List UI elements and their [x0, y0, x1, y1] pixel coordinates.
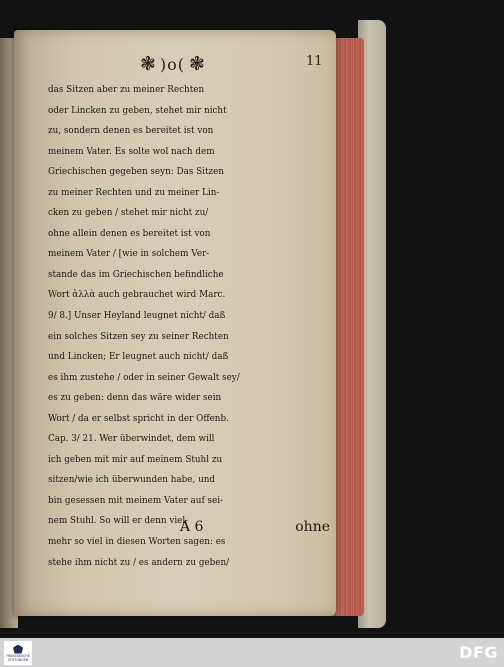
text-line: und Lincken; Er leugnet auch nicht/ daß: [48, 352, 229, 363]
text-line: zu, sondern denen es bereitet ist von: [48, 126, 214, 137]
text-line: ein solches Sitzen sey zu seiner Rechten: [48, 331, 229, 342]
headpiece-ornament: [140, 52, 205, 76]
text-line: meinem Vater / [wie in solchem Ver-: [48, 249, 210, 260]
text-line: Wort / da er selbst spricht in der Offenb.: [48, 413, 229, 424]
text-line: ohne allein denen es bereitet ist von: [48, 228, 211, 239]
text-line: sitzen/wie ich überwunden habe, und: [48, 475, 216, 486]
text-line: mehr so viel in diesen Worten sagen: es: [48, 537, 226, 548]
page-number: 11: [306, 54, 323, 69]
text-line: stehe ihm nicht zu / es andern zu geben/: [48, 557, 230, 568]
flower-ornament-icon: ❃: [140, 53, 156, 75]
text-line: es zu geben: denn das wäre wider sein: [48, 393, 222, 404]
crest-icon: [13, 645, 23, 654]
text-line: Cap. 3/ 21. Wer überwindet, dem will: [48, 434, 215, 445]
text-line: es ihm zustehe / oder in seiner Gewalt sey/: [48, 372, 240, 383]
text-line: 9/ 8.] Unser Heyland leugnet nicht/ daß: [48, 311, 226, 322]
signature-mark: A 6: [180, 519, 204, 535]
catchword: ohne: [295, 519, 330, 535]
body-text: [48, 80, 334, 573]
text-line: ich geben mit mir auf meinem Stuhl zu: [48, 454, 223, 465]
text-line: Griechischen gegeben seyn: Das Sitzen: [48, 167, 225, 178]
text-line: Wort ἀλλὰ auch gebrauchet wird Marc.: [48, 290, 226, 301]
page-footer: [48, 519, 334, 539]
viewer-bottom-bar: [0, 638, 504, 667]
text-line: nem Stuhl. So will er denn viel-: [48, 516, 189, 527]
logo-left-label: FRANCKESCHE STIFTUNGEN: [6, 653, 30, 662]
franckesche-stiftungen-logo[interactable]: [4, 641, 32, 665]
text-line: meinem Vater. Es solte wol nach dem: [48, 146, 215, 157]
text-line: bin gesessen mit meinem Vater auf sei-: [48, 495, 224, 506]
center-ornament: )o(: [159, 54, 186, 74]
text-line: das Sitzen aber zu meiner Rechten: [48, 85, 205, 95]
text-line: stande das im Griechischen befindliche: [48, 269, 224, 280]
red-page-edges: [332, 38, 364, 616]
text-line: cken zu geben / stehet mir nicht zu/: [48, 208, 209, 219]
text-line: oder Lincken zu geben, stehet mir nicht: [48, 105, 227, 116]
dfg-logo[interactable]: DFG: [459, 643, 498, 662]
text-line: zu meiner Rechten und zu meiner Lin-: [48, 187, 220, 198]
flower-ornament-icon: ❃: [189, 53, 205, 75]
